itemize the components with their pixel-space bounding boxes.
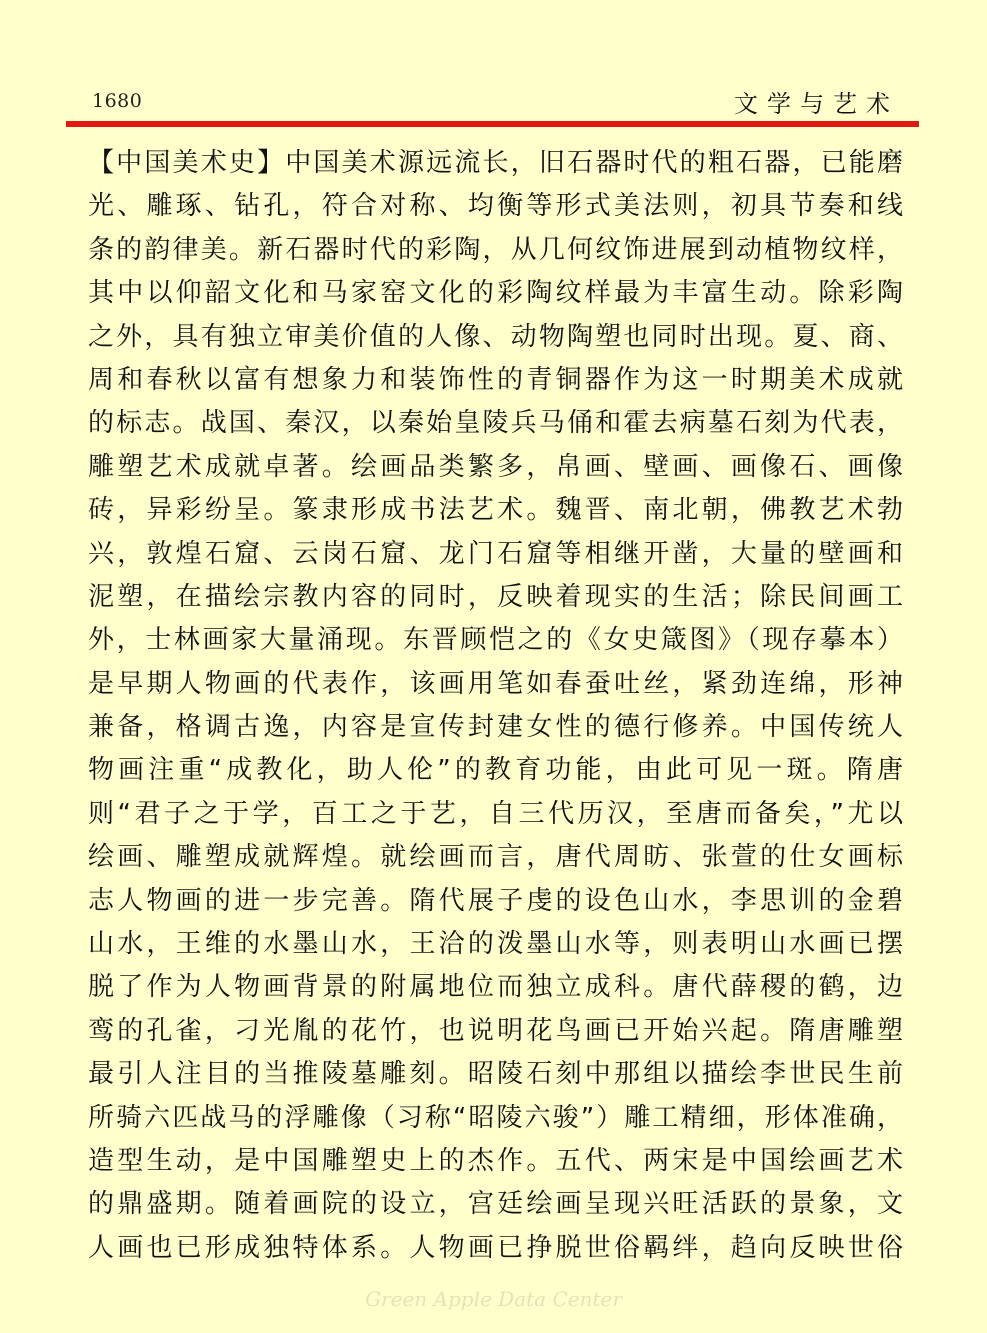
text-line: 兼备，格调古逸，内容是宣传封建女性的德行修养。中国传统人 <box>88 712 903 743</box>
text-line: 最引人注目的当推陵墓雕刻。昭陵石刻中那组以描绘李世民生前 <box>88 1059 903 1090</box>
text-line: 造型生动，是中国雕塑史上的杰作。五代、两宋是中国绘画艺术 <box>88 1145 903 1176</box>
text-line: 泥塑，在描绘宗教内容的同时，反映着现实的生活；除民间画工 <box>88 581 903 612</box>
page-number: 1680 <box>92 90 143 112</box>
text-line: 雕塑艺术成就卓著。绘画品类繁多，帛画、壁画、画像石、画像 <box>88 451 903 482</box>
text-line: 的鼎盛期。随着画院的设立，宫廷绘画呈现兴旺活跃的景象，文 <box>88 1189 903 1220</box>
text-line: 砖，异彩纷呈。篆隶形成书法艺术。魏晋、南北朝，佛教艺术勃 <box>88 495 903 526</box>
text-line: 光、雕琢、钻孔，符合对称、均衡等形式美法则，初具节奏和线 <box>88 191 903 222</box>
text-line: 物画注重“成教化，助人伦”的教育功能，由此可见一斑。隋唐 <box>88 755 903 786</box>
text-line: 【中国美术史】中国美术源远流长，旧石器时代的粗石器，已能磨 <box>88 148 903 178</box>
text-line: 志人物画的进一步完善。隋代展子虔的设色山水，李思训的金碧 <box>88 885 903 916</box>
section-title: 文学与艺术 <box>734 90 899 118</box>
text-line: 其中以仰韶文化和马家窑文化的彩陶纹样最为丰富生动。除彩陶 <box>88 278 903 309</box>
text-line: 绘画、雕塑成就辉煌。就绘画而言，唐代周昉、张萱的仕女画标 <box>88 842 903 873</box>
text-line: 是早期人物画的代表作，该画用笔如春蚕吐丝，紧劲连绵，形神 <box>88 668 903 699</box>
text-line: 条的韵律美。新石器时代的彩陶，从几何纹饰进展到动植物纹样， <box>88 234 903 265</box>
text-line: 兴，敦煌石窟、云岗石窟、龙门石窟等相继开凿，大量的壁画和 <box>88 538 903 569</box>
watermark: Green Apple Data Center <box>365 1287 622 1311</box>
text-line: 脱了作为人物画背景的附属地位而独立成科。唐代薛稷的鹤，边 <box>88 972 903 1003</box>
text-line: 山水，王维的水墨山水，王洽的泼墨山水等，则表明山水画已摆 <box>88 929 903 960</box>
article-body <box>88 142 903 1270</box>
header-rule <box>66 121 919 127</box>
text-line: 外，士林画家大量涌现。东晋顾恺之的《女史箴图》（现存摹本） <box>88 625 903 656</box>
text-line: 人画也已形成独特体系。人物画已挣脱世俗羁绊，趋向反映世俗 <box>88 1232 903 1263</box>
text-line: 周和春秋以富有想象力和装饰性的青铜器作为这一时期美术成就 <box>88 364 903 395</box>
text-line: 鸾的孔雀，刁光胤的花竹，也说明花鸟画已开始兴起。隋唐雕塑 <box>88 1015 903 1046</box>
text-line: 所骑六匹战马的浮雕像（习称“昭陵六骏”）雕工精细，形体准确， <box>88 1102 903 1133</box>
text-line: 之外，具有独立审美价值的人像、动物陶塑也同时出现。夏、商、 <box>88 321 903 352</box>
text-line: 的标志。战国、秦汉，以秦始皇陵兵马俑和霍去病墓石刻为代表， <box>88 408 903 439</box>
text-line: 则“君子之于学，百工之于艺，自三代历汉，至唐而备矣，”尤以 <box>88 798 903 829</box>
